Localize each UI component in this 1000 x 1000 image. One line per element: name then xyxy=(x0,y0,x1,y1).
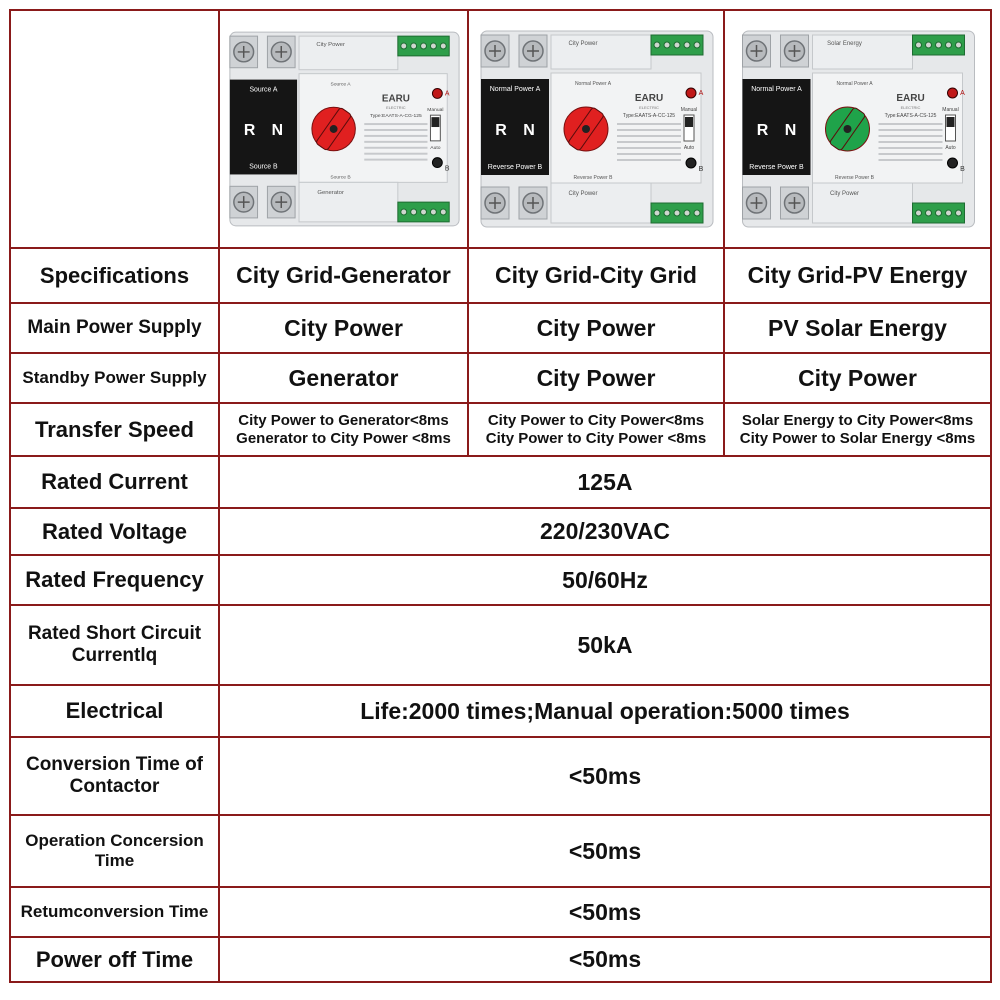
phase-r-label: R xyxy=(756,122,769,139)
cell-value: 50kA xyxy=(219,605,991,685)
lamp-a-icon xyxy=(686,88,696,98)
row-label: Standby Power Supply xyxy=(10,353,219,403)
source-label-panel xyxy=(230,80,297,175)
phase-n-label: N xyxy=(784,122,797,139)
spec-line xyxy=(364,147,427,149)
terminal-screw-icon xyxy=(411,209,417,215)
cell-value: <50ms xyxy=(219,887,991,937)
spec-line xyxy=(617,141,681,143)
spec-line xyxy=(879,153,943,155)
terminal-screw-icon xyxy=(430,43,436,49)
ats-device-2-illustration xyxy=(469,11,723,247)
mode-manual-label: Manual xyxy=(427,108,444,114)
spec-line xyxy=(617,153,681,155)
lamp-b-label: B xyxy=(960,166,965,173)
terminal-screw-icon xyxy=(956,42,962,48)
cell-line: City Power to City Power<8ms xyxy=(487,412,705,430)
spec-line xyxy=(879,141,943,143)
cell-value: City Power xyxy=(468,353,724,403)
cell-value: Life:2000 times;Manual operation:5000 times xyxy=(219,685,991,737)
spec-line xyxy=(617,123,681,125)
row-specifications xyxy=(10,248,991,303)
top-module-label: City Power xyxy=(316,42,345,49)
row-label: Rated Frequency xyxy=(10,555,219,605)
mode-switch-lever xyxy=(947,117,955,127)
lamp-a-label: A xyxy=(960,90,965,97)
phase-r-label: R xyxy=(243,121,256,139)
row-label: Transfer Speed xyxy=(10,403,219,456)
row-rated-frequency xyxy=(10,555,991,605)
cell-value: City Power xyxy=(724,353,991,403)
terminal-screw-icon xyxy=(654,42,660,48)
bottom-module xyxy=(551,183,651,223)
row-label: Rated Voltage xyxy=(10,508,219,555)
label-line: Conversion Time of xyxy=(25,754,203,776)
cell-line: Generator to City Power <8ms xyxy=(236,429,451,447)
spec-line xyxy=(879,129,943,131)
row-label: Electrical xyxy=(10,685,219,737)
top-module xyxy=(551,35,651,69)
column-header-3: City Grid-PV Energy xyxy=(724,248,991,303)
terminal-screw-icon xyxy=(674,42,680,48)
terminal-screw-icon xyxy=(654,210,660,216)
spec-line xyxy=(879,123,943,125)
spec-line xyxy=(617,135,681,137)
mode-auto-label: Auto xyxy=(683,145,695,151)
spec-line xyxy=(364,153,427,155)
bottom-small-label: Reverse Power B xyxy=(573,175,613,181)
product-image-row xyxy=(10,10,991,248)
spec-line xyxy=(879,147,943,149)
cell-line: City Power to City Power <8ms xyxy=(485,429,707,447)
row-label: Retumconversion Time xyxy=(10,887,219,937)
row-label xyxy=(10,605,219,685)
cell-value: <50ms xyxy=(219,937,991,982)
terminal-screw-icon xyxy=(440,209,446,215)
column-header-2: City Grid-City Grid xyxy=(468,248,724,303)
bottom-module-label: Generator xyxy=(317,190,344,197)
bottom-small-label: Reverse Power B xyxy=(835,175,874,181)
source-label-panel xyxy=(743,79,811,175)
model-label: Type:EAATS-A-CG-125 xyxy=(369,114,422,120)
spec-line xyxy=(617,129,681,131)
row-label: Power off Time xyxy=(10,937,219,982)
lamp-a-icon xyxy=(432,88,442,98)
cell-value: 50/60Hz xyxy=(219,555,991,605)
terminal-screw-icon xyxy=(936,210,942,216)
label-line: Currentlq xyxy=(71,645,158,666)
terminal-screw-icon xyxy=(694,210,700,216)
terminal-screw-icon xyxy=(926,42,932,48)
row-label: Rated Current xyxy=(10,456,219,508)
terminal-screw-icon xyxy=(411,43,417,49)
top-module xyxy=(299,36,398,70)
source-b-label: Source B xyxy=(249,163,278,171)
knob-center xyxy=(330,125,338,133)
spec-line xyxy=(364,123,427,125)
product-image-2 xyxy=(468,10,724,248)
phase-n-label: N xyxy=(523,122,535,139)
brand-label: EARU xyxy=(381,93,410,105)
source-a-label: Normal Power A xyxy=(489,86,541,93)
row-conversion-time xyxy=(10,737,991,815)
model-label: Type:EAATS-A-CS-125 xyxy=(884,113,937,119)
lamp-a-label: A xyxy=(444,90,450,98)
cell-value xyxy=(219,403,468,456)
bottom-small-label: Source B xyxy=(330,175,351,181)
cell-value: PV Solar Energy xyxy=(724,303,991,353)
cell-line: City Power to Generator<8ms xyxy=(238,412,449,430)
terminal-screw-icon xyxy=(430,209,436,215)
cell-line: City Power to Solar Energy <8ms xyxy=(739,429,976,447)
mode-switch-lever xyxy=(685,117,693,127)
row-label xyxy=(10,815,219,887)
model-label: Type:EAATS-A-CC-125 xyxy=(622,113,676,119)
lamp-b-icon xyxy=(432,158,442,168)
cell-value xyxy=(724,403,991,456)
ats-device-3-illustration xyxy=(725,11,990,247)
terminal-screw-icon xyxy=(926,210,932,216)
spec-line xyxy=(364,159,427,161)
phase-r-label: R xyxy=(495,122,507,139)
spec-line xyxy=(364,135,427,137)
label-line: Time xyxy=(94,851,135,870)
source-a-label: Source A xyxy=(249,86,278,94)
lamp-a-icon xyxy=(948,88,958,98)
bottom-module-label: City Power xyxy=(568,191,598,197)
mode-auto-label: Auto xyxy=(945,145,956,151)
bottom-module xyxy=(299,182,398,222)
row-short-circuit xyxy=(10,605,991,685)
terminal-screw-icon xyxy=(916,210,922,216)
terminal-screw-icon xyxy=(694,42,700,48)
row-label xyxy=(10,737,219,815)
row-rated-current xyxy=(10,456,991,508)
cell-line: Solar Energy to City Power<8ms xyxy=(741,412,974,430)
cell-value: 220/230VAC xyxy=(219,508,991,555)
top-small-label: Normal Power A xyxy=(836,81,873,87)
terminal-screw-icon xyxy=(946,42,952,48)
row-operation-time xyxy=(10,815,991,887)
source-b-label: Reverse Power B xyxy=(487,164,543,171)
terminal-screw-icon xyxy=(664,210,670,216)
row-label: Main Power Supply xyxy=(10,303,219,353)
empty-corner-cell xyxy=(10,10,219,248)
phase-n-label: N xyxy=(271,121,284,139)
cell-value: <50ms xyxy=(219,815,991,887)
product-image-1 xyxy=(219,10,468,248)
spec-line xyxy=(879,135,943,137)
top-module-label: City Power xyxy=(568,41,598,47)
lamp-b-label: B xyxy=(698,166,704,173)
lamp-b-icon xyxy=(948,158,958,168)
row-power-off-time xyxy=(10,937,991,982)
cell-value: City Power xyxy=(219,303,468,353)
terminal-screw-icon xyxy=(946,210,952,216)
cell-value xyxy=(468,403,724,456)
terminal-screw-icon xyxy=(916,42,922,48)
row-main-power xyxy=(10,303,991,353)
terminal-screw-icon xyxy=(674,210,680,216)
source-a-label: Normal Power A xyxy=(751,86,802,93)
brand-sub-label: ELECTRIC xyxy=(386,105,406,111)
mode-manual-label: Manual xyxy=(680,107,698,113)
source-label-panel xyxy=(481,79,549,175)
brand-label: EARU xyxy=(896,93,925,104)
terminal-screw-icon xyxy=(684,42,690,48)
brand-label: EARU xyxy=(634,93,664,104)
lamp-b-icon xyxy=(686,158,696,168)
terminal-screw-icon xyxy=(421,209,427,215)
row-transfer-speed xyxy=(10,403,991,456)
spec-line xyxy=(617,159,681,161)
terminal-screw-icon xyxy=(956,210,962,216)
bottom-module-label: City Power xyxy=(829,191,860,197)
lamp-b-label: B xyxy=(444,165,450,173)
row-label: Specifications xyxy=(10,248,219,303)
top-small-label: Source A xyxy=(330,82,351,88)
knob-center xyxy=(844,125,852,133)
label-line: Operation Concersion xyxy=(25,831,204,851)
lamp-a-label: A xyxy=(698,90,704,97)
knob-center xyxy=(582,125,590,133)
terminal-screw-icon xyxy=(684,210,690,216)
terminal-screw-icon xyxy=(440,43,446,49)
bottom-module xyxy=(813,183,913,223)
row-rated-voltage xyxy=(10,508,991,555)
label-line: Contactor xyxy=(69,776,160,797)
spec-line xyxy=(364,141,427,143)
brand-sub-label: ELECTRIC xyxy=(900,105,921,110)
mode-manual-label: Manual xyxy=(942,107,959,113)
top-module-label: Solar Energy xyxy=(827,41,862,47)
terminal-screw-icon xyxy=(421,43,427,49)
cell-value: 125A xyxy=(219,456,991,508)
cell-value: <50ms xyxy=(219,737,991,815)
cell-value: City Power xyxy=(468,303,724,353)
source-b-label: Reverse Power B xyxy=(749,164,804,171)
terminal-screw-icon xyxy=(936,42,942,48)
label-line: Rated Short Circuit xyxy=(27,623,202,645)
spec-line xyxy=(364,129,427,131)
spec-line xyxy=(879,159,943,161)
terminal-screw-icon xyxy=(401,209,407,215)
mode-switch-lever xyxy=(431,117,439,127)
spec-table xyxy=(9,9,992,983)
column-header-1: City Grid-Generator xyxy=(219,248,468,303)
row-return-time xyxy=(10,887,991,937)
cell-value: Generator xyxy=(219,353,468,403)
row-standby-power xyxy=(10,353,991,403)
row-electrical xyxy=(10,685,991,737)
ats-device-1-illustration xyxy=(220,11,467,247)
top-small-label: Normal Power A xyxy=(574,81,612,87)
brand-sub-label: ELECTRIC xyxy=(639,105,659,110)
mode-auto-label: Auto xyxy=(430,145,441,151)
terminal-screw-icon xyxy=(664,42,670,48)
terminal-screw-icon xyxy=(401,43,407,49)
spec-line xyxy=(617,147,681,149)
product-image-3 xyxy=(724,10,991,248)
